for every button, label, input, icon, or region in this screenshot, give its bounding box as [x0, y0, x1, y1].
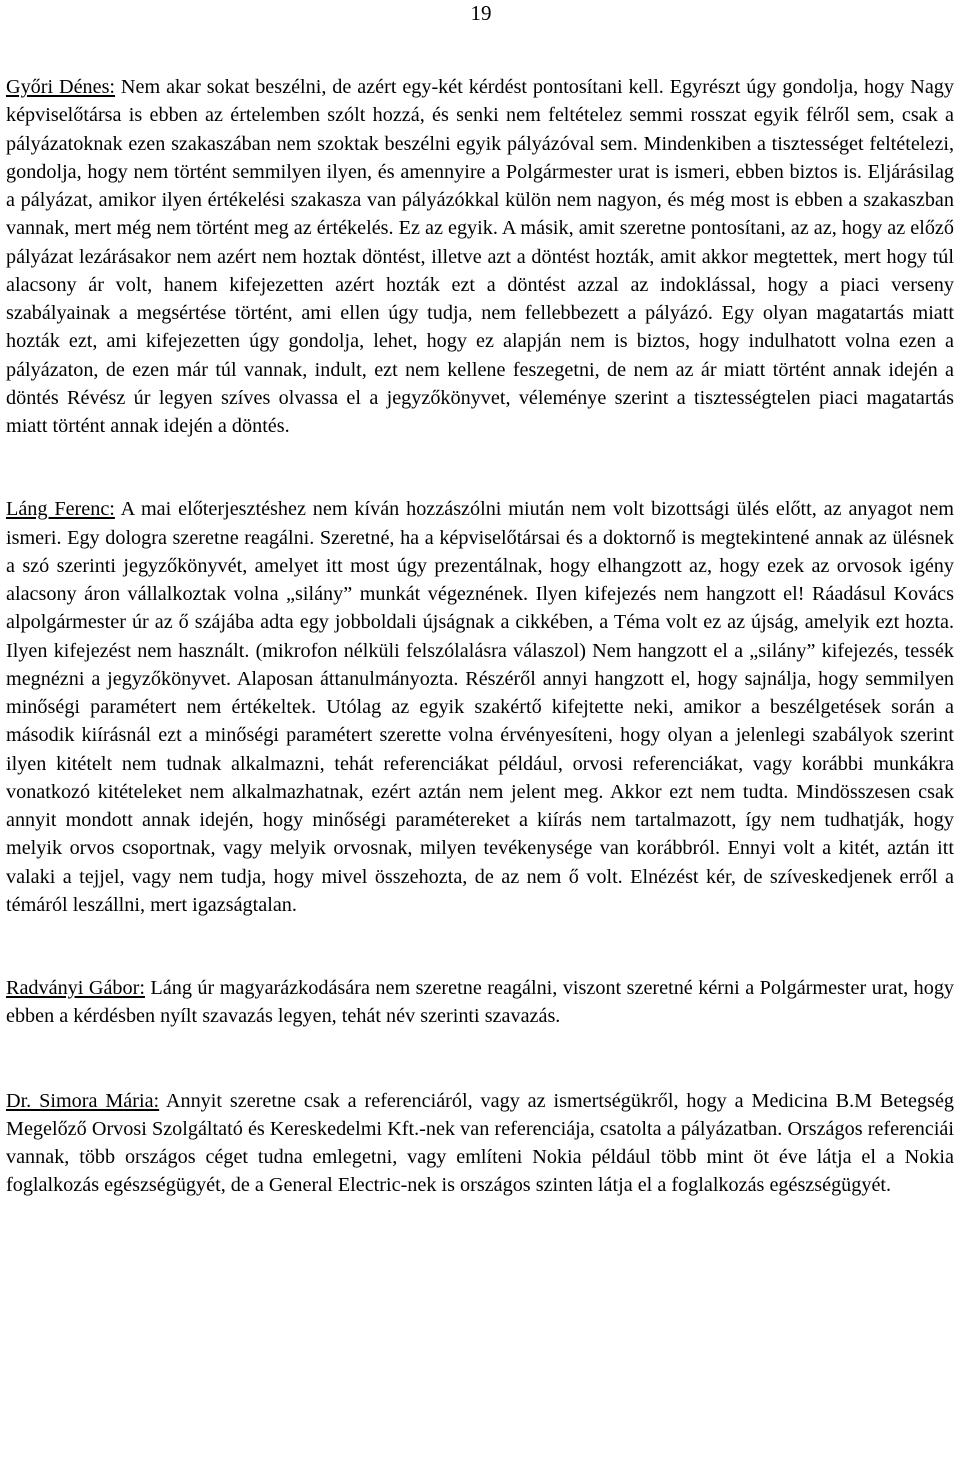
paragraph-spacer: [6, 1031, 954, 1087]
paragraph-text: Nem akar sokat beszélni, de azért egy-két kérdést pontosítani kell. Egyrészt úgy gondolja, hogy Nagy képviselőtársa is ebben az értelemben szólt hozzá, és senki nem feltételez semmi rosszat egyik félről sem, csak a pályázatoknak ezen szakaszában nem szoktak beszélni egyik pályázóval sem. Mindenkiben a tisztességet feltételezi, gondolja, hogy nem történt semmilyen ilyen, és amennyire a Polgármester urat is ismeri, ebben biztos is. Eljárásilag a pályázat, amikor ilyen értékelési szakasza van pályázókkal külön nem nagyon, és még most is ebben a szakaszban vannak, mert még nem történt meg az értékelés. Ez az egyik. A másik, amit szeretne pontosítani, az az, hogy az előző pályázat lezárásakor nem azért nem hoztak döntést, illetve azt a döntést hozták, amit akkor megtettek, mert hogy túl alacsony ár volt, hanem kifejezetten azért hozták ezt a döntést azzal az indoklással, hogy a piaci verseny szabályainak a megsértése történt, ami ellen úgy tudja, nem fellebbezett a pályázó. Egy olyan magatartás miatt hozták ezt, ami kifejezetten úgy gondolja, lehet, hogy ez alapján nem is biztos, hogy indulhatott volna ezen a pályázaton, de ezen már túl vannak, indult, ezt nem kellene feszegetni, de nem az ár miatt történt annak idején a döntés Révész úr legyen szíves olvassa el a jegyzőkönyvet, véleménye szerint a tisztességtelen piaci magatartás miatt történt annak idején a döntés.: [6, 76, 954, 437]
paragraph-text: Annyit szeretne csak a referenciáról, vagy az ismertségükről, hogy a Medicina B.M Betegség Megelőző Orvosi Szolgáltató és Kereskedelmi Kft.-nek van referenciája, csatolta a pályázatban. Országos referenciái vannak, több országos céget tudna emlegetni, vagy említeni Nokia például több mint öt éve látja el a Nokia foglalkozás egészségügyét, de a General Electric-nek is országos szinten látja el a foglalkozás egészségügyét.: [6, 1089, 954, 1197]
speaker-name: Láng Ferenc:: [6, 498, 115, 521]
page-number: 19: [470, 1, 492, 25]
document-body: [6, 73, 954, 1200]
paragraph-radvanyi-gabor: [6, 974, 954, 1031]
paragraph-simora-maria: [6, 1087, 954, 1200]
paragraph-text: Láng úr magyarázkodására nem szeretne reagálni, viszont szeretné kérni a Polgármester urat, hogy ebben a kérdésben nyílt szavazás legyen, tehát név szerinti szavazás.: [6, 977, 955, 1028]
speaker-name: Radványi Gábor:: [6, 977, 145, 999]
speaker-name: Dr. Simora Mária:: [6, 1089, 160, 1112]
paragraph-text: A mai előterjesztéshez nem kíván hozzászólni miután nem volt bizottsági ülés előtt, az anyagot nem ismeri. Egy dologra szeretne reagálni. Szeretné, ha a képviselőtársai és a doktornő is megtekintené annak az ülésnek a szó szerinti jegyzőkönyvét, amelyet itt most úgy prezentálnak, hogy elhangzott az, hogy ezek az orvosok igény alacsony áron vállalkoztak volna „silány” munkát végeznének. Ilyen kifejezés nem hangzott el! Ráadásul Kovács alpolgármester úr az ő szájába adta egy jobboldali újságnak a cikkében, a Téma volt ez az újság, amelyik ezt hozta. Ilyen kifejezést nem használt. (mikrofon nélküli felszólalásra válaszol) Nem hangzott el a „silány” kifejezés, tessék megnézni a jegyzőkönyvet. Alaposan áttanulmányozta. Részéről annyi hangzott el, hogy sajnálja, hogy semmilyen minőségi paramétert nem értékeltek. Utólag az egyik szakértő kifejtette neki, amikor a beszélgetések során a második kiírásnál ezt a minőségi paramétert szerette volna érvényesíteni, hogy olyan a jelenlegi szabályok szerint ilyen kitételt nem tudnak alkalmazni, tehát referenciákat például, orvosi referenciákat, vagy korábbi munkákra vonatkozó kitételeket nem alkalmazhatnak, ezért aztán nem jelent meg. Akkor ezt nem tudta. Mindösszesen csak annyit mondott annak idején, hogy minőségi paramétereket a kiírás nem tartalmazott, így nem tudhatják, hogy melyik orvos csoportnak, vagy melyik orvosnak, milyen tevékenysége van korábbról. Ennyi volt a kitét, aztán itt valaki a tejjel, vagy nem tudja, hogy mivel összehozta, de az nem ő volt. Elnézést kér, de szíveskedjenek erről a témáról leszállni, mert igazságtalan.: [6, 498, 955, 916]
paragraph-gyori-denes: [6, 73, 954, 440]
paragraph-spacer: [6, 440, 954, 495]
speaker-name: Győri Dénes:: [6, 76, 116, 98]
paragraph-spacer: [6, 919, 954, 974]
paragraph-lang-ferenc: [6, 495, 954, 919]
